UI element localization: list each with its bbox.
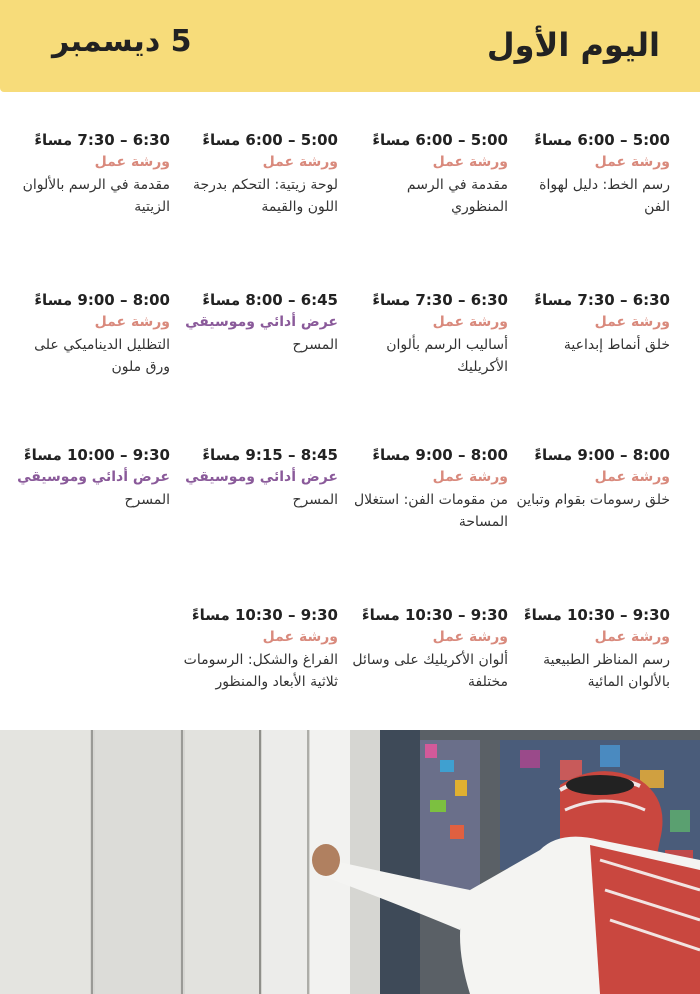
slot-type: عرض أدائي وموسيقي [185, 469, 338, 485]
schedule-slot [510, 445, 670, 511]
schedule-slot [10, 445, 170, 511]
slot-type: ورشة عمل [94, 154, 170, 170]
slot-type: ورشة عمل [262, 629, 338, 645]
slot-time: 9:30 – 10:30 مساءً [523, 606, 670, 624]
slot-time: 9:30 – 10:30 مساءً [191, 606, 338, 624]
schedule-slot [348, 130, 508, 218]
schedule-slot [178, 290, 338, 356]
slot-time: 5:00 – 6:00 مساءً [534, 131, 670, 149]
slot-time: 6:30 – 7:30 مساءً [34, 131, 170, 149]
slot-time: 6:30 – 7:30 مساءً [534, 291, 670, 309]
schedule-slot [178, 605, 338, 693]
slot-title: مقدمة في الرسم المنظوري [406, 177, 508, 215]
slot-time: 8:00 – 9:00 مساءً [372, 446, 508, 464]
date-title: 5 ديسمبر [52, 24, 192, 59]
slot-title: من مقومات الفن: استغلال المساحة [354, 492, 508, 530]
event-photo [0, 730, 700, 994]
schedule-slot [178, 130, 338, 218]
slot-type: ورشة عمل [262, 154, 338, 170]
slot-title: رسم الخط: دليل لهواة الفن [539, 177, 670, 215]
schedule-slot [510, 290, 670, 356]
slot-time: 6:30 – 7:30 مساءً [372, 291, 508, 309]
slot-title: المسرح [292, 337, 338, 353]
slot-title: مقدمة في الرسم بالألوان الزيتية [22, 177, 170, 215]
slot-type: ورشة عمل [594, 629, 670, 645]
slot-time: 5:00 – 6:00 مساءً [202, 131, 338, 149]
slot-type: ورشة عمل [594, 469, 670, 485]
slot-type: ورشة عمل [594, 154, 670, 170]
slot-type: ورشة عمل [94, 314, 170, 330]
slot-time: 8:00 – 9:00 مساءً [534, 446, 670, 464]
photo-illustration [0, 730, 700, 994]
schedule-slot [348, 605, 508, 693]
schedule-slot [10, 290, 170, 378]
slot-type: عرض أدائي وموسيقي [17, 469, 170, 485]
schedule-slot [510, 130, 670, 218]
schedule-slot [348, 445, 508, 533]
slot-time: 9:30 – 10:00 مساءً [23, 446, 170, 464]
slot-type: ورشة عمل [432, 314, 508, 330]
slot-time: 6:45 – 8:00 مساءً [202, 291, 338, 309]
slot-title: التظليل الديناميكي على ورق ملون [34, 337, 170, 375]
slot-title: الفراغ والشكل: الرسومات ثلاثية الأبعاد والمنظور [183, 652, 338, 690]
schedule-slot [510, 605, 670, 693]
slot-time: 9:30 – 10:30 مساءً [361, 606, 508, 624]
slot-title: أساليب الرسم بألوان الأكريليك [386, 337, 508, 375]
schedule-slot [348, 290, 508, 378]
slot-title: خلق أنماط إبداعية [563, 337, 670, 353]
day-title: اليوم الأول [486, 26, 660, 64]
slot-title: خلق رسومات بقوام وتباين [516, 492, 670, 508]
slot-title: ألوان الأكريليك على وسائل مختلفة [352, 652, 508, 690]
slot-type: ورشة عمل [432, 469, 508, 485]
slot-title: المسرح [292, 492, 338, 508]
slot-time: 8:00 – 9:00 مساءً [34, 291, 170, 309]
slot-time: 5:00 – 6:00 مساءً [372, 131, 508, 149]
slot-type: ورشة عمل [432, 629, 508, 645]
slot-title: رسم المناظر الطبيعية بالألوان المائية [543, 652, 670, 690]
schedule-slot [10, 130, 170, 218]
slot-type: ورشة عمل [432, 154, 508, 170]
slot-title: لوحة زيتية: التحكم بدرجة اللون والقيمة [193, 177, 338, 215]
slot-type: عرض أدائي وموسيقي [185, 314, 338, 330]
slot-time: 8:45 – 9:15 مساءً [202, 446, 338, 464]
slot-title: المسرح [124, 492, 170, 508]
slot-type: ورشة عمل [594, 314, 670, 330]
schedule-slot [178, 445, 338, 511]
